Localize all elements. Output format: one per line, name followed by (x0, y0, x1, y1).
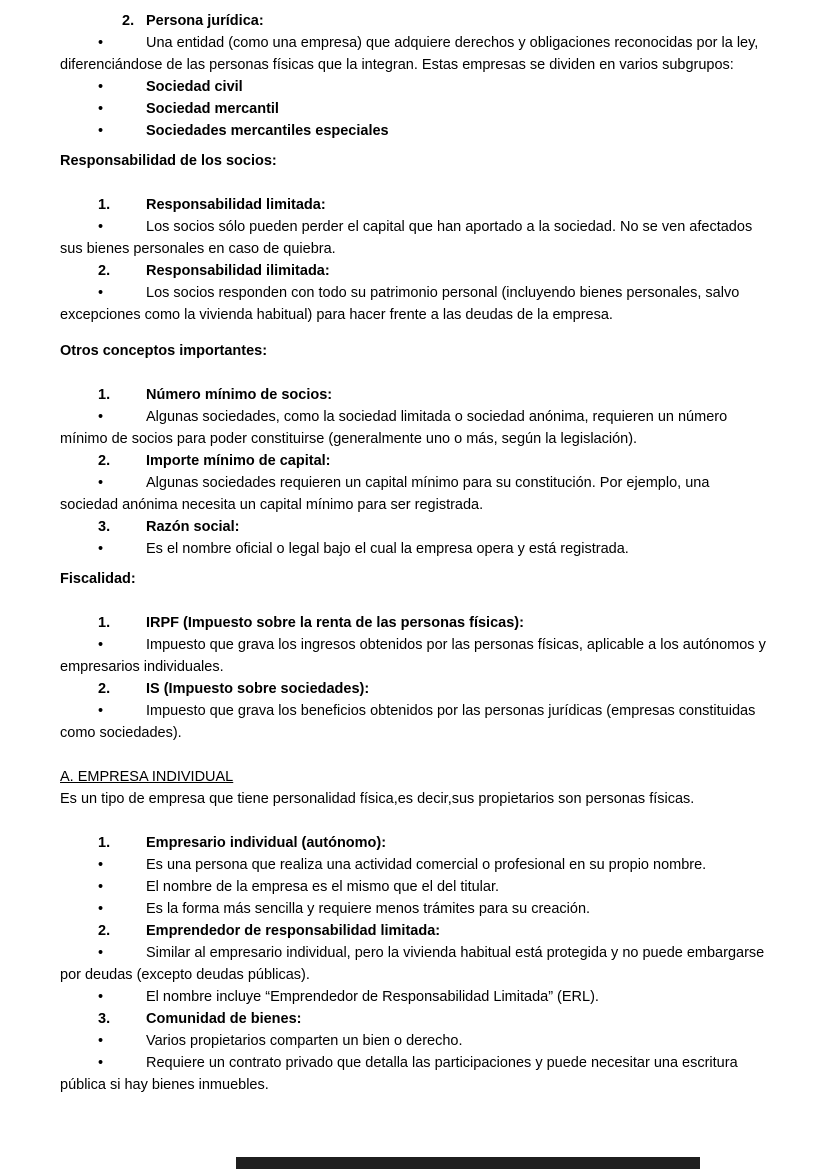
bullet-icon: • (98, 79, 104, 95)
numbered-item (60, 920, 770, 942)
list-number: 2. (98, 681, 111, 697)
bullet-item (60, 942, 770, 986)
list-number: 2. (122, 13, 135, 29)
bullet-item (60, 1052, 770, 1096)
item-text: Es el nombre oficial o legal bajo el cual la empresa opera y está registrada. (146, 541, 629, 557)
list-number: 3. (98, 1011, 111, 1027)
item-title: Importe mínimo de capital: (146, 453, 331, 469)
paragraph: Es un tipo de empresa que tiene personalidad física,es decir,sus propietarios son personas físicas. (60, 791, 695, 807)
list-number: 2. (98, 923, 111, 939)
numbered-item (60, 516, 770, 538)
item-title: Responsabilidad ilimitada: (146, 263, 330, 279)
numbered-item (60, 1008, 770, 1030)
item-title: IS (Impuesto sobre sociedades): (146, 681, 370, 697)
item-text: Sociedades mercantiles especiales (146, 123, 389, 139)
numbered-item (60, 612, 770, 634)
item-title: IRPF (Impuesto sobre la renta de las personas físicas): (146, 615, 524, 631)
item-title: Razón social: (146, 519, 240, 535)
bullet-item (60, 472, 770, 516)
item-title: Comunidad de bienes: (146, 1011, 302, 1027)
list-number: 2. (98, 453, 111, 469)
section-heading: Otros conceptos importantes: (60, 343, 268, 359)
bullet-item (60, 538, 770, 560)
bold-bullet-item (60, 76, 770, 98)
bullet-icon: • (98, 945, 104, 961)
item-title: Persona jurídica: (146, 13, 264, 29)
bullet-icon: • (98, 285, 104, 301)
bullet-item (60, 32, 770, 76)
item-title: Responsabilidad limitada: (146, 197, 326, 213)
list-number: 1. (98, 615, 111, 631)
bullet-icon: • (98, 857, 104, 873)
bullet-icon: • (98, 409, 104, 425)
bullet-item (60, 700, 770, 744)
list-number: 1. (98, 387, 111, 403)
item-text: Impuesto que grava los ingresos obtenidos por las personas físicas, aplicable a los autónomos y empresarios individuales. (60, 637, 766, 675)
bullet-icon: • (98, 541, 104, 557)
list-number: 2. (98, 263, 111, 279)
list-number: 1. (98, 835, 111, 851)
bullet-item (60, 986, 770, 1008)
bullet-icon: • (98, 35, 104, 51)
item-text: Requiere un contrato privado que detalla las participaciones y puede necesitar una escritura pública si hay bienes inmuebles. (60, 1055, 738, 1093)
item-text: Los socios responden con todo su patrimonio personal (incluyendo bienes personales, salvo excepciones como la vivienda habitual) para hacer frente a las deudas de la empresa. (60, 285, 740, 323)
bullet-item (60, 282, 770, 326)
numbered-item (60, 260, 770, 282)
bullet-item (60, 216, 770, 260)
document-body (60, 10, 770, 1096)
item-text: Varios propietarios comparten un bien o derecho. (146, 1033, 463, 1049)
item-title: Número mínimo de socios: (146, 387, 333, 403)
underlined-heading: A. EMPRESA INDIVIDUAL (60, 769, 234, 785)
item-text: Similar al empresario individual, pero la vivienda habitual está protegida y no puede embargarse por deudas (excepto deudas públicas). (60, 945, 765, 983)
item-title: Emprendedor de responsabilidad limitada: (146, 923, 441, 939)
item-text: Algunas sociedades requieren un capital mínimo para su constitución. Por ejemplo, una sociedad anónima necesita un capital mínimo para ser registrada. (60, 475, 710, 513)
bullet-icon: • (98, 123, 104, 139)
item-text: Los socios sólo pueden perder el capital que han aportado a la sociedad. No se ven afectados sus bienes personales en caso de quiebra. (60, 219, 753, 257)
bullet-item (60, 634, 770, 678)
bullet-item (60, 406, 770, 450)
list-number: 1. (98, 197, 111, 213)
bullet-icon: • (98, 1055, 104, 1071)
item-text: Sociedad mercantil (146, 101, 279, 117)
bullet-item (60, 876, 770, 898)
bullet-item (60, 898, 770, 920)
bullet-icon: • (98, 101, 104, 117)
item-text: Impuesto que grava los beneficios obtenidos por las personas jurídicas (empresas constituidas como sociedades). (60, 703, 756, 741)
bullet-icon: • (98, 1033, 104, 1049)
item-text: Es la forma más sencilla y requiere menos trámites para su creación. (146, 901, 591, 917)
section-heading: Responsabilidad de los socios: (60, 153, 277, 169)
item-text: Es una persona que realiza una actividad comercial o profesional en su propio nombre. (146, 857, 707, 873)
bold-bullet-item (60, 98, 770, 120)
cropped-dark-bar (236, 1157, 700, 1169)
bullet-icon: • (98, 879, 104, 895)
bullet-icon: • (98, 989, 104, 1005)
bold-bullet-item (60, 120, 770, 142)
item-text: Algunas sociedades, como la sociedad limitada o sociedad anónima, requieren un número mínimo de socios para poder constituirse (generalmente uno o más, según la legislación). (60, 409, 728, 447)
item-title: Empresario individual (autónomo): (146, 835, 387, 851)
numbered-item (60, 832, 770, 854)
item-text: El nombre de la empresa es el mismo que el del titular. (146, 879, 500, 895)
list-number: 3. (98, 519, 111, 535)
numbered-item (60, 10, 770, 32)
bullet-icon: • (98, 901, 104, 917)
item-text: El nombre incluye “Emprendedor de Responsabilidad Limitada” (ERL). (146, 989, 599, 1005)
numbered-item (60, 450, 770, 472)
bullet-icon: • (98, 475, 104, 491)
item-text: Sociedad civil (146, 79, 243, 95)
numbered-item (60, 384, 770, 406)
bullet-item (60, 854, 770, 876)
section-heading: Fiscalidad: (60, 571, 136, 587)
numbered-item (60, 678, 770, 700)
item-text: Una entidad (como una empresa) que adquiere derechos y obligaciones reconocidas por la ley, diferenciándose de las personas físicas que la integran. Estas empresas se dividen en varios subgrupos: (60, 35, 759, 73)
bullet-icon: • (98, 703, 104, 719)
numbered-item (60, 194, 770, 216)
bullet-icon: • (98, 219, 104, 235)
bullet-item (60, 1030, 770, 1052)
bullet-icon: • (98, 637, 104, 653)
